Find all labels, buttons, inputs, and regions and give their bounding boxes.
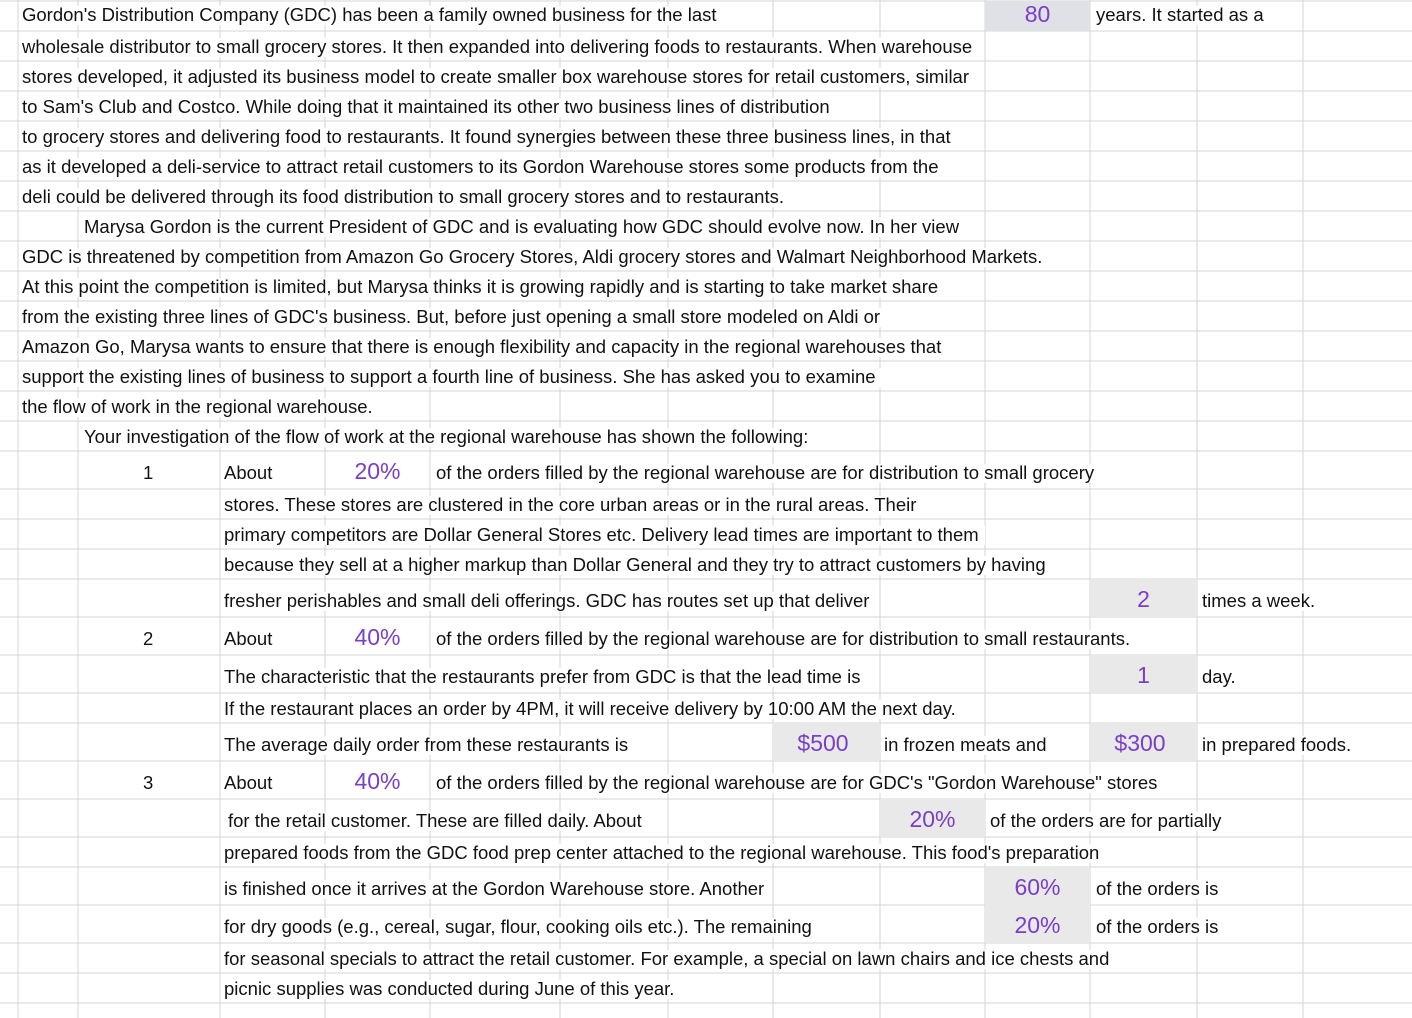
item-2-about: About	[224, 630, 278, 649]
item-2-line-3: If the restaurant places an order by 4PM, it will receive delivery by 10:00 AM the next day.	[224, 700, 962, 719]
investigation-intro: Your investigation of the flow of work at the regional warehouse has shown the following:	[84, 428, 814, 447]
prepared-value[interactable]: $300	[1114, 730, 1166, 756]
item-3-line-1: of the orders filled by the regional warehouse are for GDC's "Gordon Warehouse" stores	[436, 774, 1163, 793]
item-1-line-5: fresher perishables and small deli offerings. GDC has routes set up that deliver	[224, 592, 875, 611]
item-1-line-3: primary competitors are Dollar General Stores etc. Delivery lead times are important to them	[224, 526, 985, 545]
item-3-line-2: for the retail customer. These are filled daily. About	[228, 812, 648, 831]
dry-pct-value[interactable]: 60%	[1014, 874, 1061, 900]
intro-line-3: stores developed, it adjusted its business model to create smaller box warehouse stores for retail customers, similar	[22, 68, 975, 87]
para2-line-7: the flow of work in the regional warehouse.	[22, 398, 379, 417]
item-2-number: 2	[143, 628, 154, 649]
intro-line-1a: Gordon's Distribution Company (GDC) has been a family owned business for the last	[22, 6, 723, 25]
delivery-times-value[interactable]: 2	[1137, 586, 1150, 612]
item-3-line-5: for dry goods (e.g., cereal, sugar, flour, cooking oils etc.). The remaining	[224, 918, 818, 937]
item-2-pct[interactable]: 40%	[354, 624, 401, 650]
delivery-times-suffix: times a week.	[1202, 592, 1321, 611]
frozen-label: in frozen meats and	[884, 736, 1052, 755]
item-3-pct[interactable]: 40%	[354, 768, 401, 794]
seasonal-label: of the orders is	[1096, 918, 1224, 937]
intro-line-6: as it developed a deli-service to attract retail customers to its Gordon Warehouse stores some products from the	[22, 158, 945, 177]
dry-label: of the orders is	[1096, 880, 1224, 899]
item-1-line-4: because they sell at a higher markup than Dollar General and they try to attract customers by having	[224, 556, 1052, 575]
item-1-pct[interactable]: 20%	[354, 458, 401, 484]
para2-line-4: from the existing three lines of GDC's business. But, before just opening a small store modeled on Aldi or	[22, 308, 886, 327]
item-2-line-1: of the orders filled by the regional warehouse are for distribution to small restaurants.	[436, 630, 1136, 649]
frozen-value[interactable]: $500	[797, 730, 849, 756]
partial-label: of the orders are for partially	[990, 812, 1227, 831]
intro-line-5: to grocery stores and delivering food to restaurants. It found synergies between these three business lines, in that	[22, 128, 957, 147]
item-3-number: 3	[143, 772, 154, 793]
para2-line-2: GDC is threatened by competition from Amazon Go Grocery Stores, Aldi grocery stores and Walmart Neighborhood Markets.	[22, 248, 1048, 267]
item-1-line-1: of the orders filled by the regional warehouse are for distribution to small grocery	[436, 464, 1100, 483]
item-2-line-2: The characteristic that the restaurants prefer from GDC is that the lead time is	[224, 668, 866, 687]
prepared-label: in prepared foods.	[1202, 736, 1357, 755]
intro-line-4: to Sam's Club and Costco. While doing that it maintained its other two business lines of distribution	[22, 98, 836, 117]
item-1-number: 1	[143, 462, 154, 483]
item-3-about: About	[224, 774, 278, 793]
para2-line-5: Amazon Go, Marysa wants to ensure that there is enough flexibility and capacity in the regional warehouses that	[22, 338, 947, 357]
item-2-line-4: The average daily order from these restaurants is	[224, 736, 634, 755]
item-1-line-2: stores. These stores are clustered in the core urban areas or in the rural areas. Their	[224, 496, 922, 515]
item-3-line-7: picnic supplies was conducted during June of this year.	[224, 980, 680, 999]
intro-line-7: deli could be delivered through its food distribution to small grocery stores and to restaurants.	[22, 188, 790, 207]
lead-time-suffix: day.	[1202, 668, 1242, 687]
item-1-about: About	[224, 464, 278, 483]
item-3-line-6: for seasonal specials to attract the retail customer. For example, a special on lawn chairs and ice chests and	[224, 950, 1115, 969]
years-value[interactable]: 80	[1024, 1, 1051, 27]
intro-line-2: wholesale distributor to small grocery stores. It then expanded into delivering foods to restaurants. When warehouse	[22, 38, 978, 57]
item-3-line-3: prepared foods from the GDC food prep center attached to the regional warehouse. This food's preparation	[224, 844, 1105, 863]
intro-line-1b: years. It started as a	[1096, 6, 1270, 25]
para2-line-1: Marysa Gordon is the current President of GDC and is evaluating how GDC should evolve now. In her view	[84, 218, 965, 237]
item-3-line-4: is finished once it arrives at the Gordon Warehouse store. Another	[224, 880, 770, 899]
seasonal-pct-value[interactable]: 20%	[1014, 912, 1061, 938]
lead-time-value[interactable]: 1	[1137, 662, 1150, 688]
para2-line-6: support the existing lines of business to support a fourth line of business. She has asked you to examine	[22, 368, 882, 387]
para2-line-3: At this point the competition is limited, but Marysa thinks it is growing rapidly and is starting to take market share	[22, 278, 944, 297]
partial-pct-value[interactable]: 20%	[909, 806, 956, 832]
